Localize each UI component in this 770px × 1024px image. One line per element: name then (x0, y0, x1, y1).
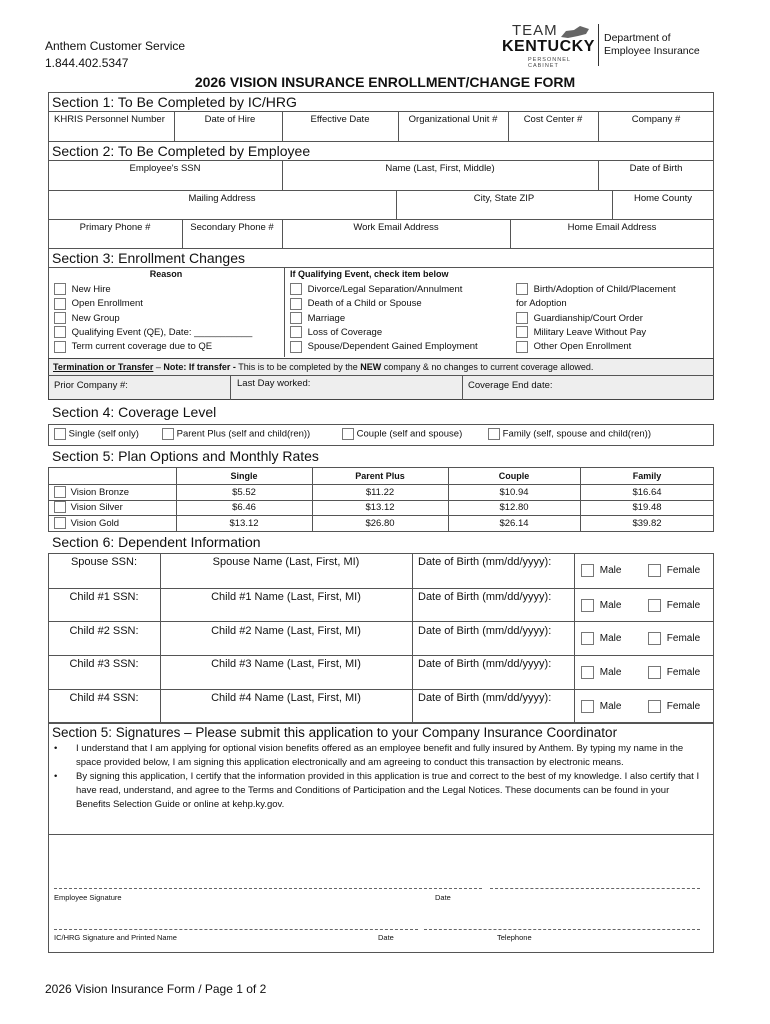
rule (48, 160, 714, 161)
home-email-field[interactable]: Home Email Address (567, 222, 657, 233)
qe-label: Loss of Coverage (307, 326, 383, 338)
page-footer: 2026 Vision Insurance Form / Page 1 of 2 (45, 982, 267, 996)
checkbox[interactable] (54, 486, 66, 498)
employee-signature-line[interactable] (54, 888, 482, 889)
child2-name-field[interactable]: Child #2 Name (Last, First, MI) (211, 625, 361, 637)
checkbox[interactable] (516, 341, 528, 353)
rate-cell: $12.80 (499, 502, 529, 513)
section5-title: Section 5: Plan Options and Monthly Rates (52, 448, 319, 464)
child3-name-field[interactable]: Child #3 Name (Last, First, MI) (211, 658, 361, 670)
checkbox[interactable] (581, 599, 594, 612)
male-label: Male (599, 701, 622, 713)
logo-divider (598, 24, 599, 66)
rate-cell: $10.94 (499, 487, 529, 498)
checkbox[interactable] (516, 283, 528, 295)
rule (48, 515, 714, 516)
child3-female-option[interactable] (648, 666, 700, 679)
rule (48, 484, 714, 485)
coverage-label: Couple (self and spouse) (356, 428, 463, 440)
rate-cell: $16.64 (632, 487, 662, 498)
org-unit-field[interactable]: Organizational Unit # (408, 114, 498, 125)
transfer-note-text: company & no changes to current coverage allowed. (381, 362, 594, 372)
coverage-label: Family (self, spouse and child(ren)) (502, 428, 651, 440)
rule (48, 111, 714, 112)
team-kentucky-logo (500, 22, 596, 69)
coverage-parent-plus[interactable] (162, 428, 310, 440)
rule (48, 689, 714, 690)
signatures-title: Section 5: Signatures – Please submit this application to your Company Insurance Coordinator (52, 725, 618, 740)
transfer-note-new: NEW (360, 362, 382, 372)
reason-label: Qualifying Event (QE), Date: ___________ (71, 326, 253, 338)
rate-cell: $11.22 (365, 487, 395, 498)
qe-list-2 (516, 283, 676, 354)
logo-team-text: TEAM (512, 22, 558, 39)
checkbox[interactable] (488, 428, 500, 440)
service-phone: 1.844.402.5347 (45, 56, 129, 70)
ic-signature-label: IC/HRG Signature and Printed Name (54, 933, 177, 942)
rule (48, 588, 714, 589)
rule (48, 375, 714, 376)
plan-row-gold[interactable] (54, 517, 119, 529)
child4-female-option[interactable] (648, 700, 700, 713)
checkbox[interactable] (342, 428, 354, 440)
rule (48, 500, 714, 501)
child4-male-option[interactable] (581, 700, 621, 713)
child2-dob-field[interactable]: Date of Birth (mm/dd/yyyy): (418, 625, 552, 637)
child2-ssn-field[interactable]: Child #2 SSN: (69, 625, 139, 637)
employee-date-label: Date (435, 893, 451, 902)
home-county-field[interactable]: Home County (633, 193, 693, 204)
last-day-worked-field[interactable]: Last Day worked: (237, 378, 311, 389)
ic-signature-line[interactable] (54, 929, 418, 930)
plan-name: Vision Gold (70, 517, 120, 529)
rule (284, 267, 285, 357)
effective-date-field[interactable]: Effective Date (310, 114, 370, 125)
ic-date-label: Date (378, 933, 394, 942)
qe-military-leave[interactable] (516, 326, 676, 340)
terms-text: By signing this application, I certify that the information provided in this application is true and correct to the best of my knowledge. I also certify that I have read, understand, and agree to the Terms and Conditions of Participation and the Legal Notices. These documents can be found in your Benefits Selection Guide or online at kehp.ky.gov. (76, 771, 700, 810)
reason-label: New Hire (71, 284, 111, 295)
spouse-female-option[interactable] (648, 564, 700, 577)
primary-phone-field[interactable]: Primary Phone # (79, 222, 151, 233)
employee-name-field[interactable]: Name (Last, First, Middle) (385, 163, 495, 174)
child1-male-option[interactable] (581, 599, 621, 612)
qe-label: Spouse/Dependent Gained Employment (307, 341, 478, 353)
reason-term-coverage[interactable] (54, 340, 252, 354)
coverage-label: Single (self only) (68, 428, 139, 440)
qe-gained-employment[interactable] (290, 340, 478, 354)
rule (398, 111, 399, 141)
rate-col-couple: Couple (498, 471, 530, 481)
qe-label: Guardianship/Court Order (533, 312, 643, 324)
transfer-note (53, 362, 593, 372)
checkbox[interactable] (581, 666, 594, 679)
terms-bullet-1 (54, 742, 706, 770)
rule (396, 190, 397, 219)
child3-ssn-field[interactable]: Child #3 SSN: (69, 658, 139, 670)
dept-line-2: Employee Insurance (604, 45, 700, 57)
child4-dob-field[interactable]: Date of Birth (mm/dd/yyyy): (418, 692, 552, 704)
male-label: Male (599, 633, 622, 645)
section3-title: Section 3: Enrollment Changes (52, 250, 245, 266)
rule (48, 141, 714, 142)
rate-col-parent-plus: Parent Plus (355, 471, 405, 481)
logo-cabinet-text: PERSONNEL CABINET (528, 57, 571, 69)
checkbox[interactable] (54, 312, 66, 324)
bullet-icon: • (54, 771, 58, 782)
reason-list (54, 283, 252, 354)
rate-cell: $6.46 (232, 502, 256, 513)
checkbox[interactable] (290, 283, 302, 295)
qe-other-open-enrollment[interactable] (516, 340, 676, 354)
child1-dob-field[interactable]: Date of Birth (mm/dd/yyyy): (418, 591, 552, 603)
checkbox[interactable] (648, 632, 661, 645)
rate-cell: $26.80 (365, 518, 395, 529)
female-label: Female (666, 565, 701, 577)
child2-female-option[interactable] (648, 632, 700, 645)
qe-label: Death of a Child or Spouse (307, 298, 422, 310)
ic-date-telephone-line[interactable] (424, 929, 700, 930)
logo-kentucky-text: KENTUCKY (502, 38, 595, 55)
spouse-male-option[interactable] (581, 564, 621, 577)
female-label: Female (666, 600, 701, 612)
terms-bullet-2 (54, 770, 706, 812)
plan-row-bronze[interactable] (54, 486, 129, 498)
checkbox[interactable] (162, 428, 174, 440)
employee-date-line[interactable] (490, 888, 700, 889)
checkbox[interactable] (516, 312, 528, 324)
reason-label: New Group (71, 312, 120, 324)
coverage-family[interactable] (488, 428, 651, 440)
khris-number-field[interactable]: KHRIS Personnel Number (54, 114, 165, 125)
qe-loss-of-coverage[interactable] (290, 326, 478, 340)
transfer-dash: – (153, 362, 164, 372)
child4-ssn-field[interactable]: Child #4 SSN: (69, 692, 139, 704)
qe-birth-adoption[interactable] (516, 283, 676, 297)
transfer-note-label: Note: If transfer - (163, 362, 236, 372)
checkbox[interactable] (54, 517, 66, 529)
child2-male-option[interactable] (581, 632, 621, 645)
rate-cell: $19.48 (632, 502, 662, 513)
rate-col-single: Single (230, 471, 258, 481)
checkbox[interactable] (290, 326, 302, 338)
section2-title: Section 2: To Be Completed by Employee (52, 143, 311, 159)
checkbox[interactable] (290, 298, 302, 310)
rule (230, 375, 231, 400)
rule (412, 553, 413, 723)
reason-new-hire[interactable] (54, 283, 252, 297)
qe-label: Military Leave Without Pay (533, 326, 647, 338)
qe-death[interactable] (290, 297, 478, 311)
signature-terms (54, 742, 706, 812)
male-label: Male (599, 600, 622, 612)
reason-qualifying-event[interactable] (54, 326, 252, 340)
rule (282, 160, 283, 190)
coverage-label: Parent Plus (self and child(ren)) (176, 428, 311, 440)
qe-label-cont: for Adoption (516, 298, 567, 310)
secondary-phone-field[interactable]: Secondary Phone # (190, 222, 274, 233)
rule (48, 190, 714, 191)
city-state-zip-field[interactable]: City, State ZIP (473, 193, 535, 204)
qe-marriage[interactable] (290, 312, 478, 326)
rule (48, 834, 714, 835)
rule (612, 190, 613, 219)
reason-new-group[interactable] (54, 312, 252, 326)
rule (282, 219, 283, 248)
qe-label: Marriage (307, 312, 346, 324)
form-title: 2026 VISION INSURANCE ENROLLMENT/CHANGE FORM (194, 74, 576, 90)
coverage-single[interactable] (54, 428, 139, 440)
child3-male-option[interactable] (581, 666, 621, 679)
employee-ssn-field[interactable]: Employee's SSN (129, 163, 201, 174)
company-number-field[interactable]: Company # (631, 114, 681, 125)
rule (182, 219, 183, 248)
customer-service-block (45, 38, 185, 72)
spouse-dob-field[interactable]: Date of Birth (mm/dd/yyyy): (418, 556, 552, 568)
reason-header: Reason (149, 269, 183, 279)
rule (598, 160, 599, 190)
qe-guardianship[interactable] (516, 312, 676, 326)
qe-header: If Qualifying Event, check item below (290, 269, 449, 279)
section6-title: Section 6: Dependent Information (52, 534, 261, 550)
checkbox[interactable] (290, 341, 302, 353)
checkbox[interactable] (54, 326, 66, 338)
kentucky-state-icon (560, 25, 590, 39)
reason-open-enrollment[interactable] (54, 297, 252, 311)
rule (48, 621, 714, 622)
checkbox[interactable] (648, 599, 661, 612)
employee-signature-label: Employee Signature (54, 893, 122, 902)
child3-dob-field[interactable]: Date of Birth (mm/dd/yyyy): (418, 658, 552, 670)
employee-dob-field[interactable]: Date of Birth (629, 163, 683, 174)
rate-cell: $39.82 (632, 518, 662, 529)
qe-label: Divorce/Legal Separation/Annulment (307, 284, 463, 295)
female-label: Female (666, 701, 701, 713)
rule (508, 111, 509, 141)
plan-name: Vision Bronze (70, 486, 130, 498)
rule (282, 111, 283, 141)
rule (462, 375, 463, 400)
checkbox[interactable] (648, 700, 661, 713)
mailing-address-field[interactable]: Mailing Address (188, 193, 256, 204)
section1-title: Section 1: To Be Completed by IC/HRG (52, 94, 297, 110)
checkbox[interactable] (581, 700, 594, 713)
cost-center-field[interactable]: Cost Center # (523, 114, 583, 125)
checkbox[interactable] (581, 632, 594, 645)
plan-row-silver[interactable] (54, 501, 123, 513)
checkbox[interactable] (54, 283, 66, 295)
checkbox[interactable] (54, 298, 66, 310)
coverage-end-date-field[interactable]: Coverage End date: (468, 380, 553, 391)
qe-divorce[interactable] (290, 283, 478, 297)
checkbox[interactable] (581, 564, 594, 577)
spouse-ssn-field[interactable]: Spouse SSN: (70, 556, 138, 568)
transfer-label: Termination or Transfer (53, 362, 154, 372)
child1-female-option[interactable] (648, 599, 700, 612)
checkbox[interactable] (54, 501, 66, 513)
rule (48, 248, 714, 249)
transfer-note-text: This is to be completed by the (235, 362, 361, 372)
plan-name: Vision Silver (70, 501, 123, 513)
telephone-label: Telephone (497, 933, 532, 942)
dept-line-1: Department of (604, 32, 671, 44)
checkbox[interactable] (290, 312, 302, 324)
date-of-hire-field[interactable]: Date of Hire (204, 114, 256, 125)
rule (48, 219, 714, 220)
rule (48, 655, 714, 656)
reason-label: Term current coverage due to QE (71, 341, 213, 353)
male-label: Male (599, 667, 622, 679)
qe-label: Birth/Adoption of Child/Placement (533, 284, 676, 295)
bullet-icon: • (54, 743, 58, 754)
male-label: Male (599, 565, 622, 577)
rate-cell: $5.52 (232, 487, 256, 498)
rate-cell: $13.12 (365, 502, 395, 513)
checkbox[interactable] (648, 666, 661, 679)
rate-cell: $13.12 (229, 518, 259, 529)
child1-name-field[interactable]: Child #1 Name (Last, First, MI) (211, 591, 361, 603)
female-label: Female (666, 667, 701, 679)
reason-label: Open Enrollment (71, 298, 143, 310)
child1-ssn-field[interactable]: Child #1 SSN: (69, 591, 139, 603)
spouse-name-field[interactable]: Spouse Name (Last, First, MI) (212, 556, 360, 568)
qe-label: Other Open Enrollment (533, 341, 632, 353)
rate-cell: $26.14 (499, 518, 529, 529)
rule (174, 111, 175, 141)
work-email-field[interactable]: Work Email Address (353, 222, 439, 233)
checkbox[interactable] (54, 341, 66, 353)
rule (598, 111, 599, 141)
service-name: Anthem Customer Service (45, 39, 186, 53)
child4-name-field[interactable]: Child #4 Name (Last, First, MI) (211, 692, 361, 704)
rule (510, 219, 511, 248)
prior-company-field[interactable]: Prior Company #: (54, 380, 128, 391)
department-name (604, 32, 700, 58)
terms-text: I understand that I am applying for optional vision benefits offered as an employee benefit and fully insured by Anthem. By typing my name in the space provided below, I am signing this application electronically and am agreeing to conduct this transaction by electronic means. (76, 743, 684, 768)
section4-title: Section 4: Coverage Level (52, 404, 217, 420)
rate-col-family: Family (632, 471, 662, 481)
qe-list-1 (290, 283, 478, 354)
rule (48, 267, 714, 268)
coverage-couple[interactable] (342, 428, 462, 440)
female-label: Female (666, 633, 701, 645)
rule (574, 553, 575, 723)
checkbox[interactable] (516, 326, 528, 338)
checkbox[interactable] (54, 428, 66, 440)
checkbox[interactable] (648, 564, 661, 577)
